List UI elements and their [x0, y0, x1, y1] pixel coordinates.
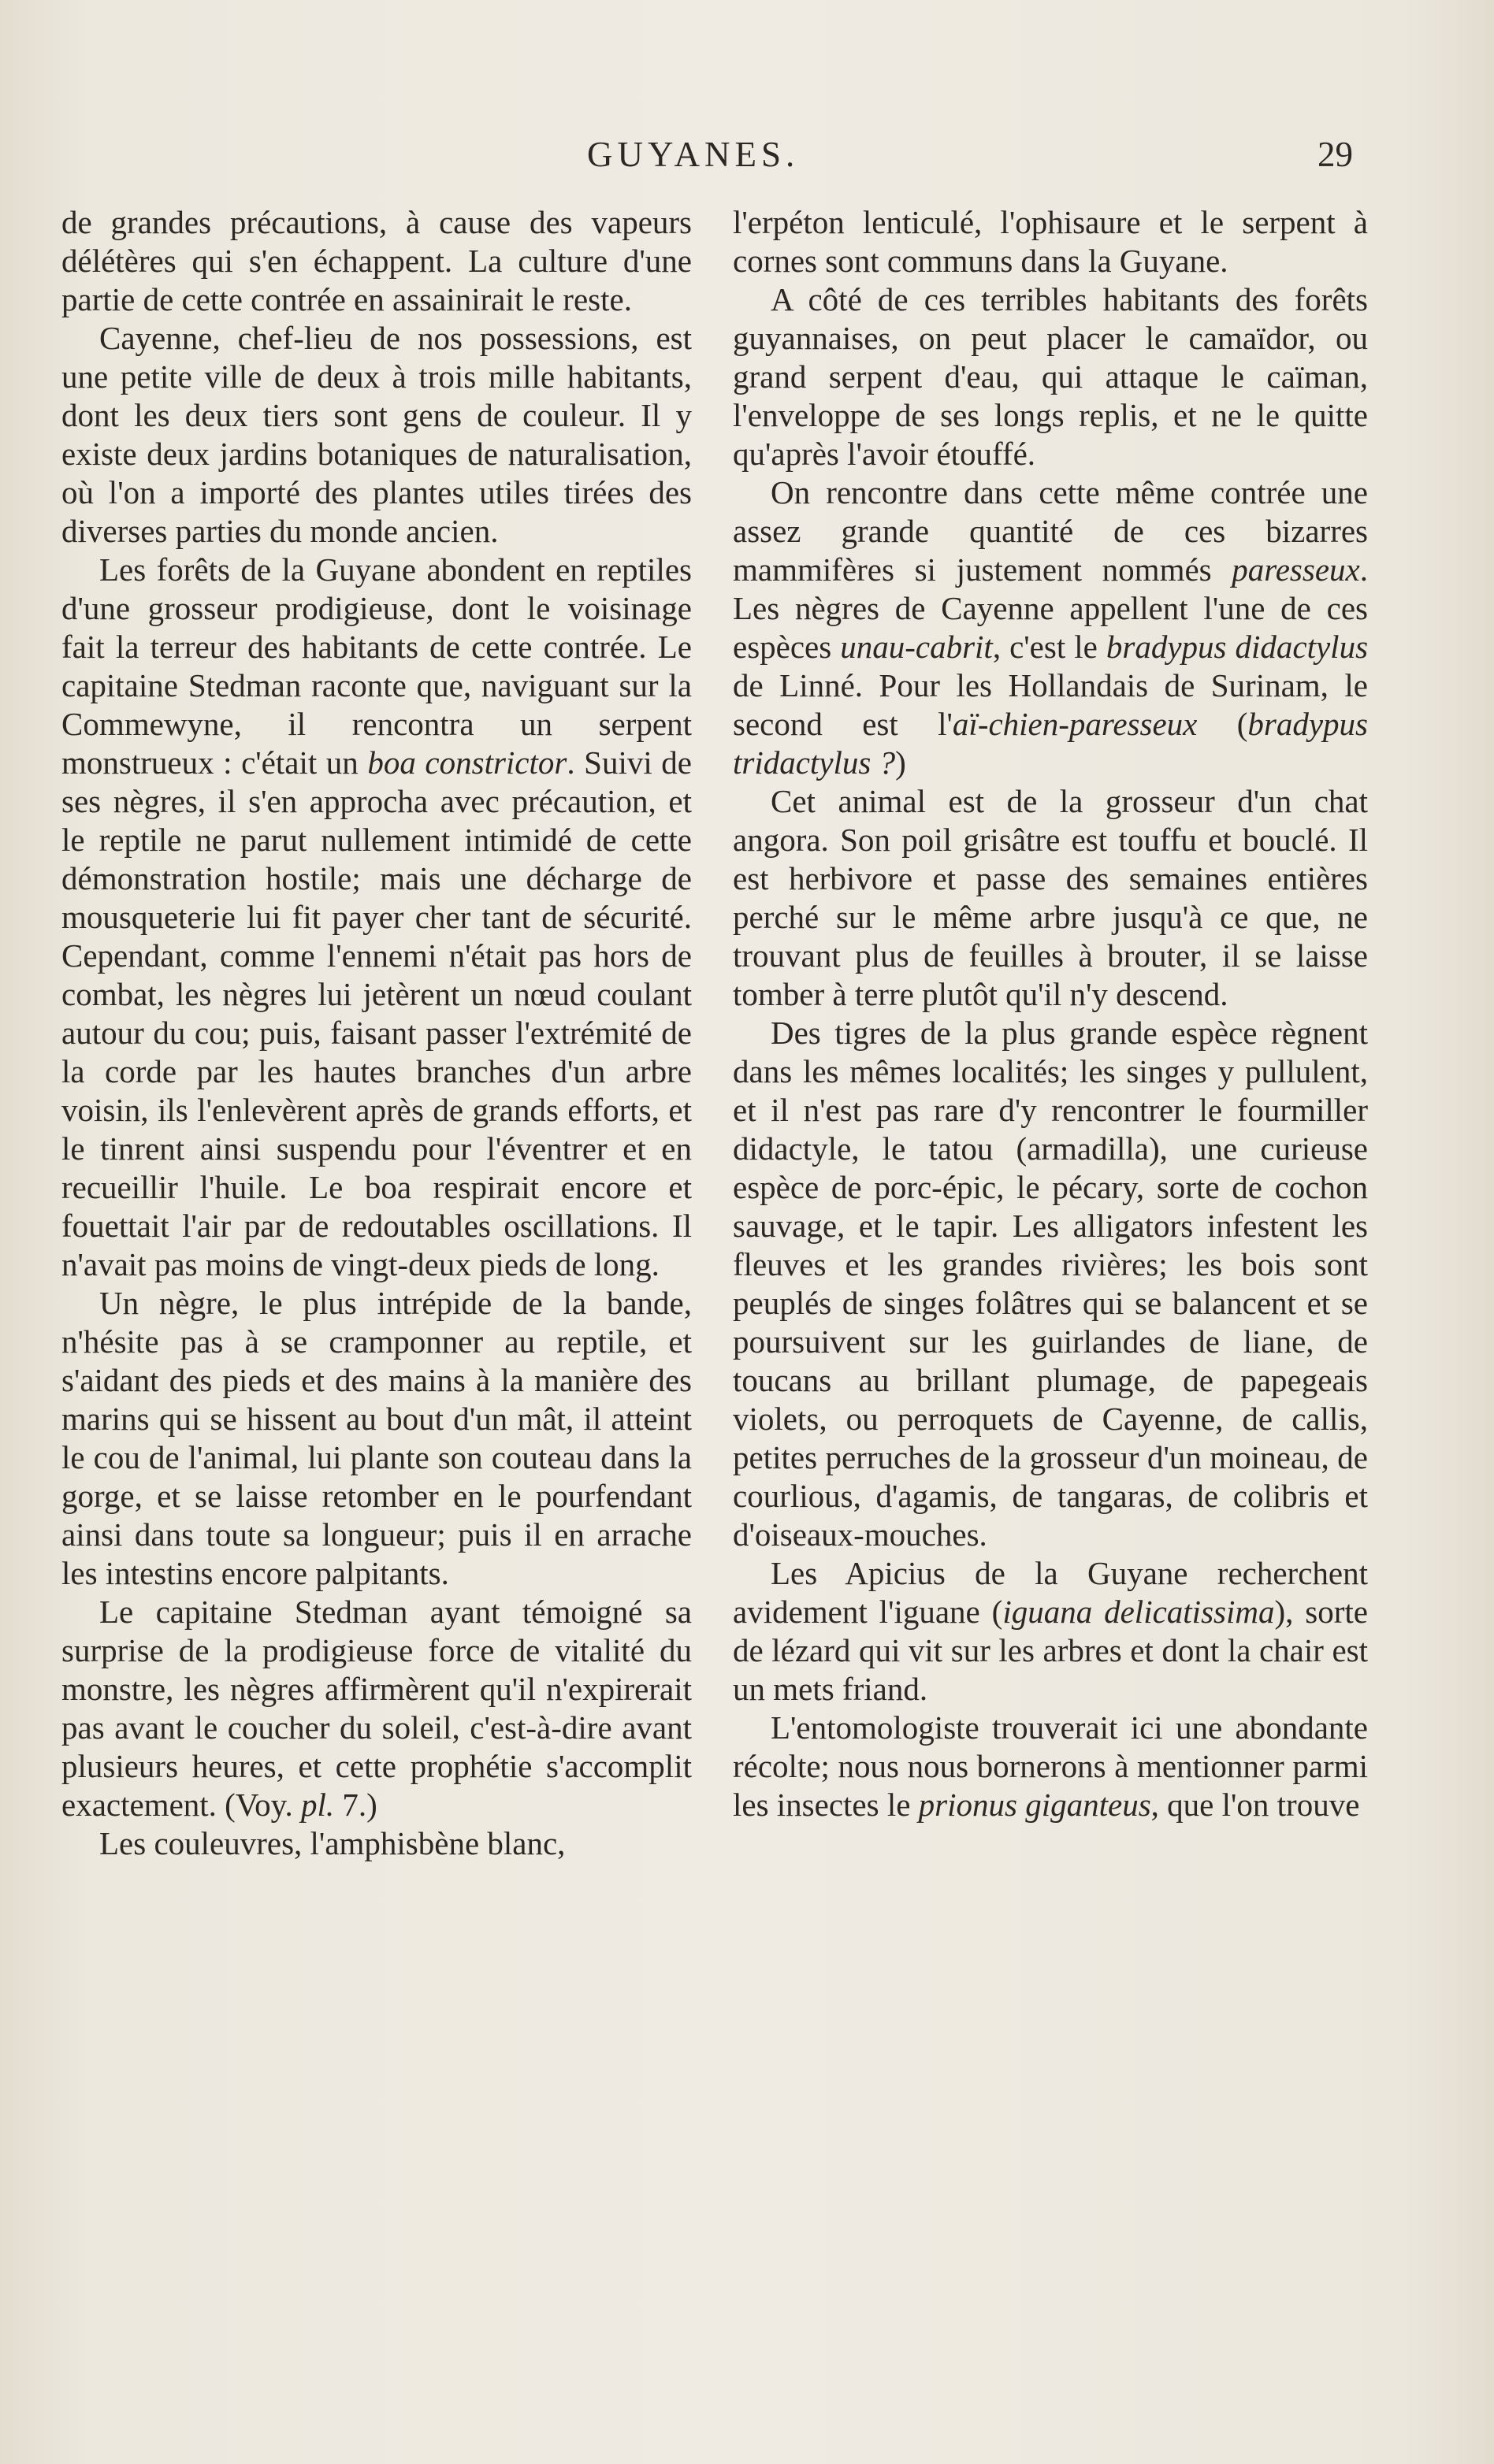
- italic-term: aï-chien-paresseux: [952, 706, 1198, 742]
- page-number: 29: [1317, 135, 1353, 174]
- paragraph-text: 7.): [342, 1787, 377, 1823]
- paragraph: l'erpéton lenticulé, l'ophisaure et le serpent à cornes sont communs dans la Guyane.: [733, 204, 1368, 279]
- paragraph-text: On rencontre dans cette même contrée une assez grande quantité de ces bizarres mammifères si justement nommés: [733, 474, 1368, 588]
- running-title: GUYANES.: [587, 135, 800, 174]
- paragraph-text: (: [1236, 706, 1248, 742]
- paragraph: [733, 473, 1368, 782]
- paragraph-text: . Les nègres de Cayenne appellent l'une de ces espèces: [733, 551, 1368, 665]
- paragraph: [733, 1554, 1368, 1709]
- left-column: [61, 203, 692, 1863]
- paragraph: Les couleuvres, l'amphisbène blanc,: [99, 1825, 566, 1861]
- paragraph: Cayenne, chef-lieu de nos possessions, est une petite ville de deux à trois mille habitants, dont les deux tiers sont gens de couleur. Il y existe deux jardins botaniques de naturalisation, où l'on a importé des plantes utiles tirées des diverses parties du monde ancien.: [61, 320, 692, 549]
- italic-term: unau-cabrit: [840, 629, 993, 665]
- paragraph-text: de Linné. Pour les Hollandais de Surinam, le second est l': [733, 667, 1368, 742]
- paragraph-text: ), sorte de lézard qui vit sur les arbres et dont la chair est un mets friand.: [733, 1594, 1368, 1707]
- paragraph-text: , que l'on trouve: [1150, 1787, 1360, 1823]
- paragraph: [61, 1593, 692, 1824]
- italic-term: boa constrictor: [367, 744, 567, 781]
- paragraph-text: Le capitaine Stedman ayant témoigné sa surprise de la prodigieuse force de vitalité du monstre, les nègres affirmèrent qu'il n'expirerait pas avant le coucher du soleil, c'est-à-dire avant plusieurs heures, et cette prophétie s'accomplit exactement. (Voy.: [61, 1594, 692, 1823]
- running-head: [0, 134, 1494, 181]
- paragraph-text: . Suivi de ses nègres, il s'en approcha avec précaution, et le reptile ne parut nullement intimidé de cette démonstration hostile; mais une décharge de mousqueterie lui fit payer cher tant de sécurité. Cependant, comme l'ennemi n'était pas hors de combat, les nègres lui jetèrent un nœud coulant autour du cou; puis, faisant passer l'extrémité de la corde par les hautes branches d'un arbre voisin, ils l'enlevèrent après de grands efforts, et le tinrent ainsi suspendu pour l'éventrer et en recueillir l'huile. Le boa respirait encore et fouettait l'air par de redoutables oscillations. Il n'avait pas moins de vingt-deux pieds de long.: [61, 744, 692, 1282]
- paragraph: A côté de ces terribles habitants des forêts guyannaises, on peut placer le camaïdor, ou grand serpent d'eau, qui attaque le caïman, l'enveloppe de ses longs replis, et ne le quitte qu'après l'avoir étouffé.: [733, 281, 1368, 472]
- italic-term: bradypus didactylus: [1106, 629, 1369, 665]
- paragraph: [61, 551, 692, 1284]
- paragraph: Un nègre, le plus intrépide de la bande, n'hésite pas à se cramponner au reptile, et s'aidant des pieds et des mains à la manière des marins qui se hissent au bout d'un mât, il atteint le cou de l'animal, lui plante son couteau dans la gorge, et se laisse retomber en le pourfendant ainsi dans toute sa longueur; puis il en arrache les intestins encore palpitants.: [61, 1285, 692, 1591]
- right-column: [733, 203, 1368, 1824]
- italic-term: bradypus tridactylus ?: [733, 706, 1368, 781]
- paragraph: Des tigres de la plus grande espèce règnent dans les mêmes localités; les singes y pullulent, et il n'est pas rare d'y rencontrer le fourmiller didactyle, le tatou (armadilla), une curieuse espèce de porc-épic, le pécary, sorte de cochon sauvage, et le tapir. Les alligators infestent les fleuves et les grandes rivières; les bois sont peuplés de singes folâtres qui se balancent et se poursuivent sur les guirlandes de liane, de toucans au brillant plumage, de papegeais violets, ou perroquets de Cayenne, de callis, petites perruches de la grosseur d'un moineau, de courlious, d'agamis, de tangaras, de colibris et d'oiseaux-mouches.: [733, 1015, 1368, 1553]
- paragraph: Cet animal est de la grosseur d'un chat angora. Son poil grisâtre est touffu et bouclé. Il est herbivore et passe des semaines entières perché sur le même arbre jusqu'à ce que, ne trouvant plus de feuilles à brouter, il se laisse tomber à terre plutôt qu'il n'y descend.: [733, 783, 1368, 1012]
- italic-term: prionus giganteus: [918, 1787, 1151, 1823]
- paragraph: de grandes précautions, à cause des vapeurs délétères qui s'en échappent. La culture d'une partie de cette contrée en assainirait le reste.: [61, 204, 692, 317]
- italic-term: iguana delicatissima: [1002, 1594, 1275, 1630]
- italic-term: pl.: [300, 1787, 335, 1823]
- paragraph-text: Les forêts de la Guyane abondent en reptiles d'une grosseur prodigieuse, dont le voisinage fait la terreur des habitants de cette contrée. Le capitaine Stedman raconte que, naviguant sur la Commewyne, il rencontra un serpent monstrueux : c'était un: [61, 551, 692, 781]
- paragraph-text: Les Apicius de la Guyane recherchent avidement l'iguane (: [733, 1555, 1368, 1630]
- paragraph-text: ): [895, 744, 906, 781]
- paragraph: [733, 1709, 1368, 1824]
- italic-term: paresseux: [1232, 551, 1360, 588]
- paragraph-text: L'entomologiste trouverait ici une abondante récolte; nous nous bornerons à mentionner parmi les insectes le: [733, 1709, 1368, 1823]
- paragraph-text: , c'est le: [992, 629, 1098, 665]
